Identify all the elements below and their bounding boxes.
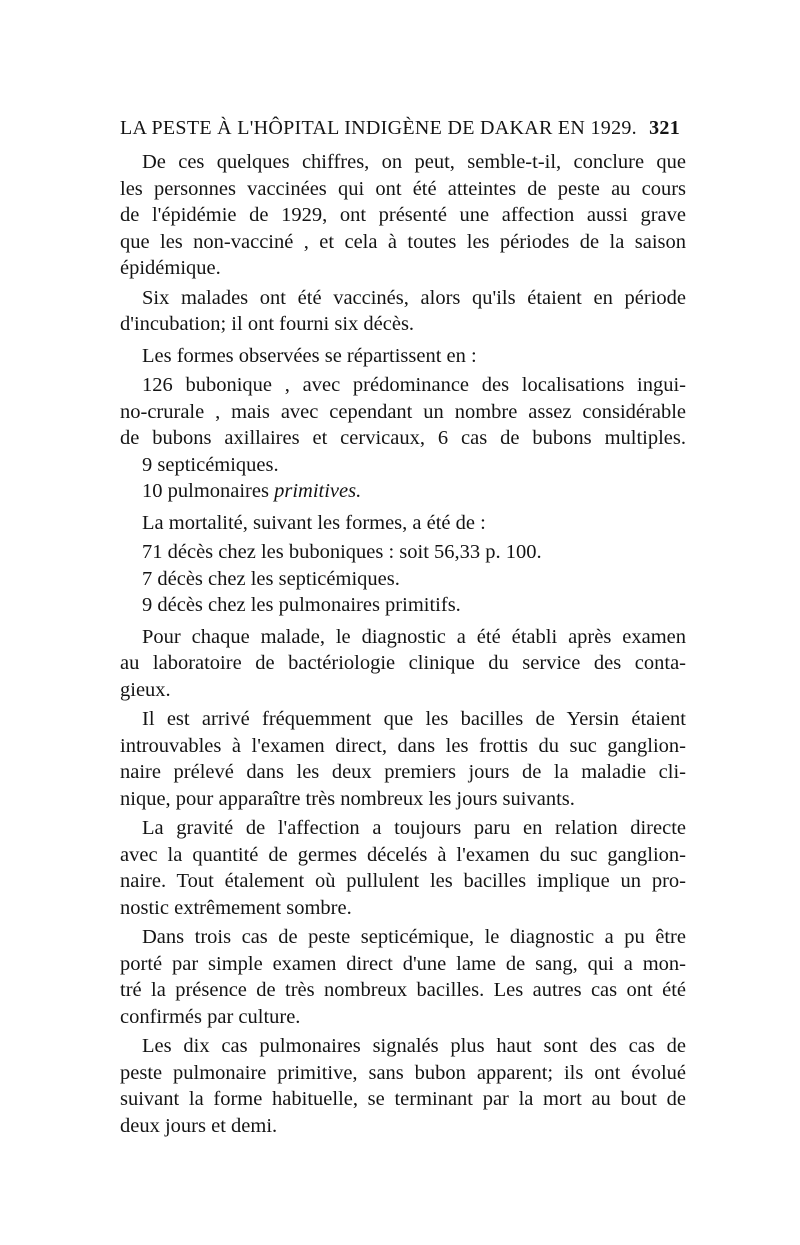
paragraph	[120, 815, 686, 921]
list-item: 71 décès chez les buboniques : soit 56,33 p. 100.	[142, 541, 542, 563]
text-line: La gravité de l'affection a toujours paru en relation directe	[142, 817, 686, 839]
list-item: 7 décès chez les septicémiques.	[142, 567, 400, 590]
list-item: 126 bubonique , avec prédominance des localisations ingui-	[142, 374, 686, 396]
text-line: porté par simple examen direct d'une lame de sang, qui a mon-	[120, 952, 686, 975]
text-line: Pour chaque malade, le diagnostic a été établi après examen	[142, 625, 686, 648]
page-body	[120, 149, 686, 1139]
paragraph	[120, 706, 686, 812]
text-line: de l'épidémie de 1929, ont présenté une affection aussi grave	[120, 204, 686, 226]
text-line: Les formes observées se répartissent en :	[142, 344, 477, 367]
text-line: épidémique.	[120, 257, 221, 279]
text-line: avec la quantité de germes décelés à l'examen du suc ganglion-	[120, 843, 686, 866]
text-line: nique, pour apparaître très nombreux les jours suivants.	[120, 787, 575, 810]
text-line: naire. Tout étalement où pullulent les bacilles implique un pro-	[120, 870, 686, 892]
text-line: La mortalité, suivant les formes, a été de :	[142, 511, 486, 534]
text-line: suivant la forme habituelle, se terminant par la mort au bout de	[120, 1088, 686, 1110]
text-line: au laboratoire de bactériologie clinique du service des conta-	[120, 652, 686, 674]
text-line: peste pulmonaire primitive, sans bubon apparent; ils ont évolué	[120, 1061, 686, 1084]
paragraph	[120, 924, 686, 1030]
text-line: les personnes vaccinées qui ont été atteintes de peste au cours	[120, 177, 686, 200]
text-line: naire prélevé dans les deux premiers jours de la maladie cli-	[120, 761, 686, 783]
paragraph	[120, 1033, 686, 1139]
text-line: De ces quelques chiffres, on peut, semble-t-il, conclure que	[142, 151, 686, 173]
text-line: Dans trois cas de peste septicémique, le diagnostic a pu être	[142, 926, 686, 948]
text-line: no-crurale , mais avec cependant un nombre assez considérable	[120, 400, 686, 423]
page-number: 321	[649, 117, 680, 139]
list-item-text: 10 pulmonaires	[142, 480, 275, 502]
text-line: Il est arrivé fréquemment que les bacilles de Yersin étaient	[142, 708, 686, 730]
text-line: tré la présence de très nombreux bacilles. Les autres cas ont été	[120, 979, 686, 1001]
list-item: 9 septicémiques.	[142, 453, 279, 476]
paragraph	[120, 624, 686, 704]
text-line: deux jours et demi.	[120, 1114, 278, 1137]
list-item: 9 décès chez les pulmonaires primitifs.	[142, 594, 461, 616]
paragraph	[120, 510, 686, 537]
list-item	[120, 478, 686, 505]
paragraph	[120, 149, 686, 282]
running-header	[120, 117, 680, 145]
text-line: Les dix cas pulmonaires signalés plus haut sont des cas de	[142, 1035, 686, 1057]
text-line: de bubons axillaires et cervicaux, 6 cas de bubons multiples.	[120, 427, 686, 449]
text-line: que les non-vacciné , et cela à toutes les périodes de la saison	[120, 230, 686, 253]
mortality-list	[120, 539, 686, 619]
text-line: gieux.	[120, 678, 171, 701]
text-line: confirmés par culture.	[120, 1005, 301, 1028]
text-line: Six malades ont été vaccinés, alors qu'ils étaient en période	[142, 286, 686, 309]
text-line: d'incubation; il ont fourni six décès.	[120, 313, 415, 335]
text-line: nostic extrêmement sombre.	[120, 896, 352, 919]
paragraph	[120, 285, 686, 338]
text-line: introuvables à l'examen direct, dans les frottis du suc ganglion-	[120, 734, 686, 757]
paragraph	[120, 343, 686, 370]
forms-list	[120, 372, 686, 505]
italic-text: primitives.	[274, 480, 362, 502]
running-title: LA PESTE À L'HÔPITAL INDIGÈNE DE DAKAR EN 1929.	[120, 117, 637, 139]
